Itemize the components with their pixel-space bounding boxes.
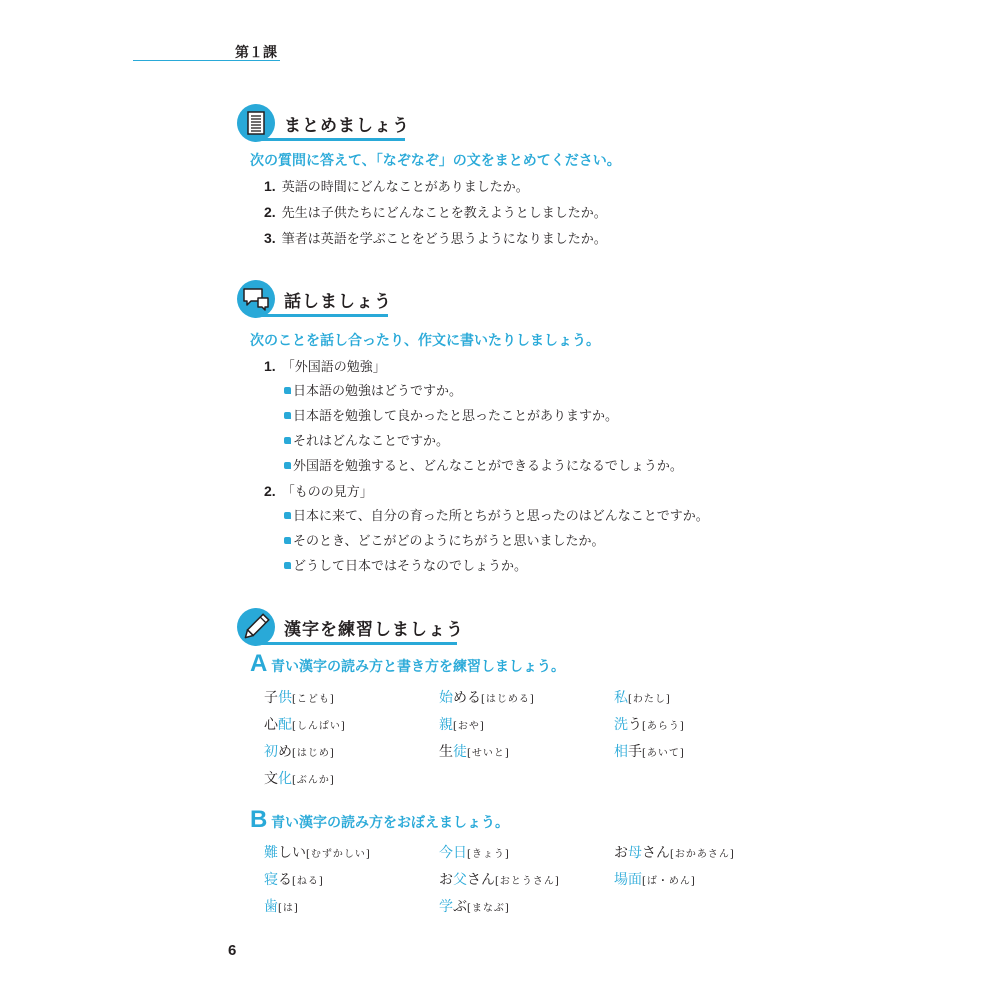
question-text: 筆者は英語を学ぶことをどう思うようになりましたか。 <box>281 232 607 247</box>
bullet-text: そのとき、どこがどのようにちがうと思いましたか。 <box>293 534 605 549</box>
kanji-blue: 洗 <box>614 717 628 733</box>
kanji-blue: 供 <box>278 690 292 706</box>
part-b-instruction: 青い漢字の読み方をおぼえましょう。 <box>271 815 509 831</box>
summary-instruction: 次の質問に答えて、「なぞなぞ」の文をまとめてください。 <box>250 153 621 169</box>
question-item <box>264 202 607 221</box>
part-a-letter: A <box>250 650 268 677</box>
question-number: 3. <box>264 230 276 246</box>
bullet-item <box>284 555 527 574</box>
summary-section <box>237 104 757 254</box>
kanji-blue: 相 <box>614 744 628 760</box>
bullet-item <box>284 530 604 549</box>
bullet-item <box>284 455 683 474</box>
kanji-reading: [せいと] <box>467 748 510 759</box>
kanji-blue: 歯 <box>264 899 278 915</box>
bullet-text: 日本語の勉強はどうですか。 <box>293 384 463 399</box>
kanji-blue: 学 <box>439 899 453 915</box>
kanji-plain: お <box>614 845 628 861</box>
kanji-section <box>237 608 757 928</box>
topic-item <box>264 481 373 500</box>
bullet-marker <box>284 437 291 444</box>
pencil-icon <box>237 608 275 646</box>
kanji-reading: [おとうさん] <box>495 876 560 887</box>
talk-section <box>237 280 757 580</box>
kanji-blue: 今日 <box>439 845 467 861</box>
talk-title: 話しましょう <box>284 292 392 312</box>
question-number: 1. <box>264 178 276 194</box>
kanji-item <box>614 869 696 889</box>
kanji-plain: 心 <box>264 717 278 733</box>
kanji-reading: [しんぱい] <box>292 721 346 732</box>
kanji-item <box>439 896 510 916</box>
part-b-letter: B <box>250 806 268 833</box>
kanji-blue: 配 <box>278 717 292 733</box>
bullet-item <box>284 405 618 424</box>
kanji-okurigana: しい <box>278 845 306 861</box>
summary-title: まとめましょう <box>284 116 410 136</box>
summary-underline <box>253 138 405 141</box>
document-icon <box>237 104 275 142</box>
kanji-plain: 子 <box>264 690 278 706</box>
kanji-plain: 文 <box>264 771 278 787</box>
kanji-item <box>439 687 535 707</box>
kanji-blue: 親 <box>439 717 453 733</box>
topic-item <box>264 356 386 375</box>
kanji-item <box>264 869 324 889</box>
kanji-reading: [こども] <box>292 694 335 705</box>
kanji-okurigana: さん <box>467 872 495 888</box>
kanji-blue: 父 <box>453 872 467 888</box>
bullet-text: それはどんなことですか。 <box>293 434 450 449</box>
question-text: 英語の時間にどんなことがありましたか。 <box>281 180 529 195</box>
kanji-item <box>264 896 299 916</box>
kanji-blue: 場面 <box>614 872 642 888</box>
kanji-blue: 始 <box>439 690 453 706</box>
kanji-reading: [ば・めん] <box>642 876 696 887</box>
bullet-marker <box>284 462 291 469</box>
kanji-item <box>614 714 685 734</box>
speech-bubble-icon <box>237 280 275 318</box>
kanji-reading: [まなぶ] <box>467 903 510 914</box>
kanji-reading: [きょう] <box>467 849 510 860</box>
kanji-reading: [はじめる] <box>481 694 535 705</box>
kanji-okurigana: 手 <box>628 744 642 760</box>
kanji-item <box>614 842 735 862</box>
page-number: 6 <box>228 942 237 959</box>
topic-title: 「ものの見方」 <box>281 485 373 500</box>
bullet-text: 日本に来て、自分の育った所とちがうと思ったのはどんなことですか。 <box>293 509 709 524</box>
kanji-okurigana: う <box>628 717 642 733</box>
kanji-item <box>614 741 685 761</box>
kanji-reading: [あらう] <box>642 721 685 732</box>
kanji-blue: 難 <box>264 845 278 861</box>
talk-heading <box>237 280 757 320</box>
question-item <box>264 176 529 195</box>
kanji-reading: [ぶんか] <box>292 775 335 786</box>
part-a-instruction: 青い漢字の読み方と書き方を練習しましょう。 <box>271 659 565 675</box>
kanji-blue: 寝 <box>264 872 278 888</box>
kanji-okurigana: る <box>278 872 292 888</box>
kanji-underline <box>253 642 457 645</box>
kanji-okurigana: さん <box>642 845 670 861</box>
kanji-reading: [は] <box>278 903 299 914</box>
kanji-item <box>439 869 560 889</box>
bullet-text: 日本語を勉強して良かったと思ったことがありますか。 <box>293 409 619 424</box>
kanji-item <box>439 714 485 734</box>
kanji-blue: 母 <box>628 845 642 861</box>
bullet-text: 外国語を勉強すると、どんなことができるようになるでしょうか。 <box>293 459 683 474</box>
bullet-marker <box>284 412 291 419</box>
kanji-reading: [はじめ] <box>292 748 335 759</box>
kanji-item <box>264 842 371 862</box>
kanji-item <box>264 714 346 734</box>
kanji-plain: 生 <box>439 744 453 760</box>
talk-instruction: 次のことを話し合ったり、作文に書いたりしましょう。 <box>250 333 600 349</box>
kanji-item <box>264 768 335 788</box>
topic-title: 「外国語の勉強」 <box>281 360 386 375</box>
topic-number: 1. <box>264 358 276 374</box>
kanji-blue: 私 <box>614 690 628 706</box>
bullet-item <box>284 505 709 524</box>
kanji-heading <box>237 608 757 648</box>
header-rule <box>133 60 280 61</box>
kanji-okurigana: ぶ <box>453 899 467 915</box>
kanji-okurigana: める <box>453 690 481 706</box>
bullet-item <box>284 430 449 449</box>
bullet-marker <box>284 562 291 569</box>
kanji-reading: [ねる] <box>292 876 324 887</box>
question-text: 先生は子供たちにどんなことを教えようとしましたか。 <box>281 206 607 221</box>
kanji-reading: [おや] <box>453 721 485 732</box>
kanji-plain: お <box>439 872 453 888</box>
bullet-marker <box>284 512 291 519</box>
kanji-reading: [あいて] <box>642 748 685 759</box>
kanji-reading: [おかあさん] <box>670 849 735 860</box>
bullet-item <box>284 380 462 399</box>
summary-heading <box>237 104 757 144</box>
kanji-blue: 徒 <box>453 744 467 760</box>
kanji-item <box>614 687 671 707</box>
kanji-item <box>264 687 335 707</box>
kanji-okurigana: め <box>278 744 292 760</box>
bullet-text: どうして日本ではそうなのでしょうか。 <box>293 559 528 574</box>
question-item <box>264 228 607 247</box>
kanji-item <box>264 741 335 761</box>
kanji-title: 漢字を練習しましょう <box>284 620 464 640</box>
topic-number: 2. <box>264 483 276 499</box>
bullet-marker <box>284 537 291 544</box>
lesson-label: 第１課 <box>235 45 277 61</box>
kanji-reading: [わたし] <box>628 694 671 705</box>
kanji-item <box>439 842 510 862</box>
kanji-blue: 初 <box>264 744 278 760</box>
bullet-marker <box>284 387 291 394</box>
question-number: 2. <box>264 204 276 220</box>
kanji-blue: 化 <box>278 771 292 787</box>
kanji-reading: [むずかしい] <box>306 849 371 860</box>
kanji-item <box>439 741 510 761</box>
